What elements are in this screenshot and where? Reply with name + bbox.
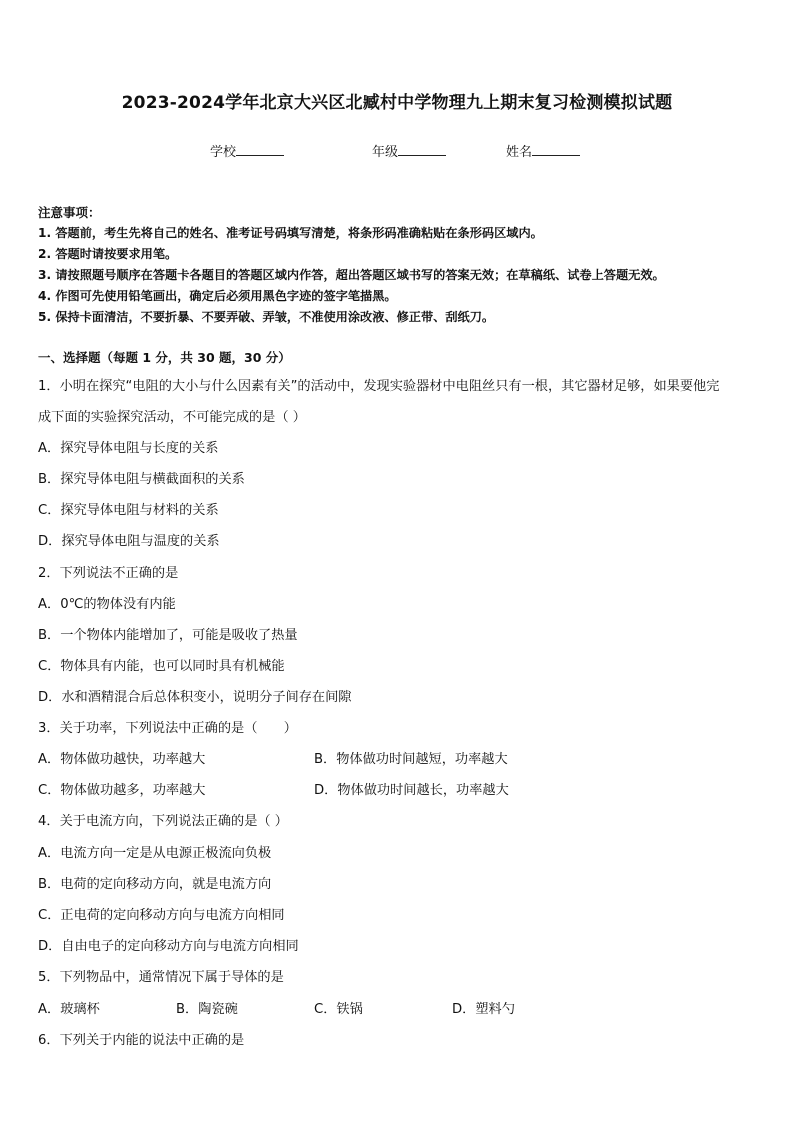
question-2-option-b: B．一个物体内能增加了，可能是吸收了热量 xyxy=(38,628,298,643)
school-blank xyxy=(236,143,284,156)
question-4-stem: 4．关于电流方向，下列说法正确的是（ ） xyxy=(38,814,288,829)
question-5-option-c: C．铁锅 xyxy=(314,1002,363,1017)
question-1-stem-line1: 1．小明在探究“电阻的大小与什么因素有关”的活动中，发现实验器材中电阻丝只有一根，其它器材足够，如果要他完 xyxy=(38,379,720,394)
question-2-option-d: D．水和酒精混合后总体积变小，说明分子间存在间隙 xyxy=(38,690,352,705)
question-2-option-a: A．0℃的物体没有内能 xyxy=(38,597,176,612)
exam-title: 2023-2024学年北京大兴区北臧村中学物理九上期末复习检测模拟试题 xyxy=(121,93,673,113)
name-field xyxy=(506,141,580,160)
question-1-option-d: D．探究导体电阻与温度的关系 xyxy=(38,534,220,549)
question-1-option-b: B．探究导体电阻与横截面积的关系 xyxy=(38,472,245,487)
name-blank xyxy=(532,143,580,156)
question-1-option-a: A．探究导体电阻与长度的关系 xyxy=(38,441,219,456)
grade-blank xyxy=(398,143,446,156)
school-label: 学校 xyxy=(210,145,237,160)
notice-item: 2. 答题时请按要求用笔。 xyxy=(38,247,178,261)
notice-item: 1. 答题前，考生先将自己的姓名、准考证号码填写清楚，将条形码准确粘贴在条形码区域内。 xyxy=(38,226,543,240)
section-title: 一、选择题（每题 1 分，共 30 题，30 分） xyxy=(38,350,291,365)
notice-item: 5. 保持卡面清洁，不要折暴、不要弄破、弄皱，不准使用涂改液、修正带、刮纸刀。 xyxy=(38,310,495,324)
notice-item: 4. 作图可先使用铅笔画出，确定后必须用黑色字迹的签字笔描黑。 xyxy=(38,289,397,303)
question-3-option-d: D．物体做功时间越长，功率越大 xyxy=(314,783,509,798)
grade-label: 年级 xyxy=(372,145,399,160)
question-4-option-d: D．自由电子的定向移动方向与电流方向相同 xyxy=(38,939,299,954)
question-2-stem: 2．下列说法不正确的是 xyxy=(38,566,179,581)
question-2-option-c: C．物体具有内能，也可以同时具有机械能 xyxy=(38,659,285,674)
question-1-option-c: C．探究导体电阻与材料的关系 xyxy=(38,503,219,518)
notice-item: 3. 请按照题号顺序在答题卡各题目的答题区域内作答，超出答题区域书写的答案无效；在草稿纸、试卷上答题无效。 xyxy=(38,268,665,282)
question-3-option-b: B．物体做功时间越短，功率越大 xyxy=(314,752,508,767)
question-3-stem: 3．关于功率，下列说法中正确的是（ ） xyxy=(38,721,297,736)
question-5-stem: 5．下列物品中，通常情况下属于导体的是 xyxy=(38,970,284,985)
question-5-option-d: D．塑料勺 xyxy=(452,1002,515,1017)
notice-heading: 注意事项： xyxy=(38,205,101,220)
school-field xyxy=(210,141,284,160)
name-label: 姓名 xyxy=(506,145,533,160)
grade-field xyxy=(372,141,446,160)
question-4-option-b: B．电荷的定向移动方向，就是电流方向 xyxy=(38,877,272,892)
question-4-option-c: C．正电荷的定向移动方向与电流方向相同 xyxy=(38,908,285,923)
question-3-option-c: C．物体做功越多，功率越大 xyxy=(38,783,206,798)
question-3-option-a: A．物体做功越快，功率越大 xyxy=(38,752,206,767)
question-5-option-b: B．陶瓷碗 xyxy=(176,1002,238,1017)
question-6-stem: 6．下列关于内能的说法中正确的是 xyxy=(38,1033,245,1048)
question-1-stem-line2: 成下面的实验探究活动，不可能完成的是（ ） xyxy=(38,410,306,425)
question-4-option-a: A．电流方向一定是从电源正极流向负极 xyxy=(38,846,272,861)
question-5-option-a: A．玻璃杯 xyxy=(38,1002,100,1017)
